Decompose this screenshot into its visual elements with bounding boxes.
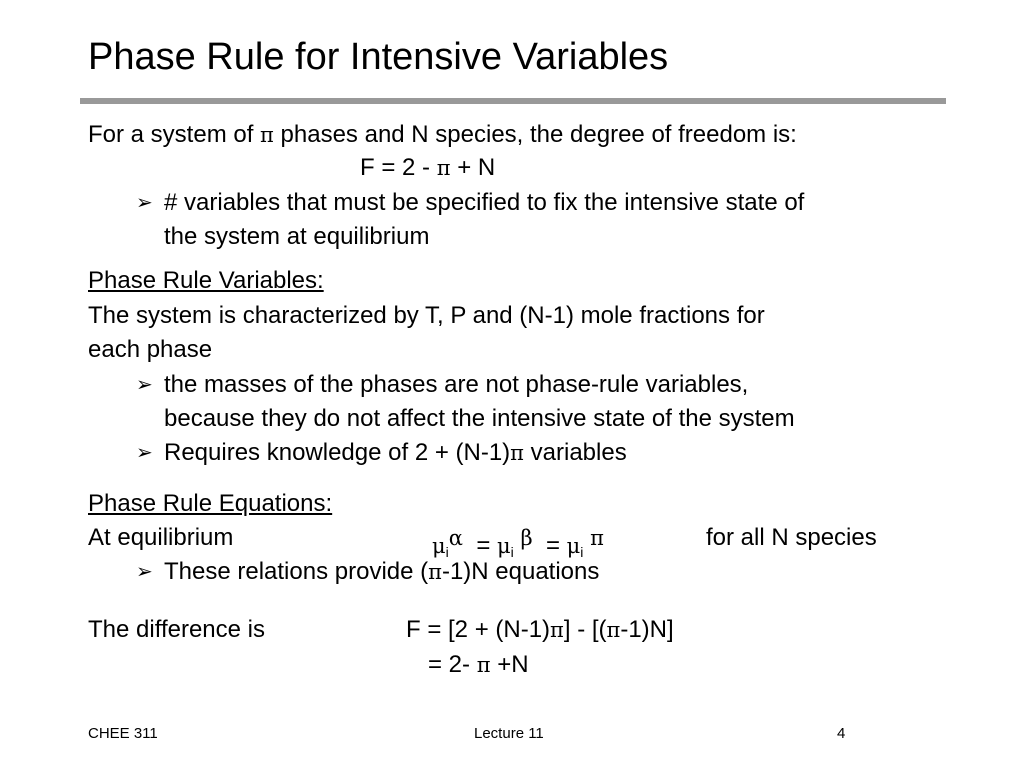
equals-sign: = bbox=[545, 532, 560, 559]
variables-line1: The system is characterized by T, P and (N-1) mole fractions for bbox=[88, 302, 765, 329]
pi-symbol: π bbox=[606, 618, 621, 642]
pi-symbol: π bbox=[550, 618, 564, 642]
equations-heading: Phase Rule Equations: bbox=[88, 490, 333, 517]
formula-text-a: F = 2 - bbox=[360, 154, 431, 181]
title-divider bbox=[80, 98, 946, 104]
superscript-beta: β bbox=[520, 526, 533, 550]
arrow-bullet-icon: ➢ bbox=[136, 192, 153, 214]
footer-course: CHEE 311 bbox=[88, 725, 158, 742]
pi-symbol: π bbox=[436, 156, 451, 180]
subscript-i: i bbox=[510, 544, 514, 560]
mu-symbol: μ bbox=[566, 534, 581, 558]
formula-text-b: + N bbox=[457, 154, 496, 181]
phase-rule-formula bbox=[360, 153, 495, 183]
arrow-bullet-icon: ➢ bbox=[136, 561, 153, 583]
variables-bullet2-text-b: variables bbox=[530, 439, 627, 466]
equals-sign: = bbox=[476, 532, 491, 559]
difference-line2 bbox=[428, 650, 529, 680]
equations-suffix: for all N species bbox=[706, 524, 877, 551]
pi-symbol: π bbox=[260, 123, 274, 147]
difference-text-c: -1)N] bbox=[620, 616, 674, 643]
footer-page-number: 4 bbox=[837, 725, 846, 742]
pi-symbol: π bbox=[510, 441, 524, 465]
difference-text-e: +N bbox=[497, 651, 529, 678]
equations-bullet-text-b: -1)N equations bbox=[441, 558, 600, 585]
variables-bullet2 bbox=[164, 438, 627, 468]
variables-bullet1-line1: the masses of the phases are not phase-rule variables, bbox=[164, 371, 749, 398]
pi-symbol: π bbox=[428, 560, 442, 584]
difference-label: The difference is bbox=[88, 616, 265, 643]
intro-bullet-line2: the system at equilibrium bbox=[164, 223, 430, 250]
equilibrium-label: At equilibrium bbox=[88, 524, 234, 551]
intro-line bbox=[88, 120, 797, 150]
variables-heading: Phase Rule Variables: bbox=[88, 267, 324, 294]
superscript-pi: π bbox=[590, 526, 604, 550]
subscript-i: i bbox=[445, 544, 449, 560]
slide-title: Phase Rule for Intensive Variables bbox=[88, 36, 669, 78]
variables-bullet1-line2: because they do not affect the intensive state of the system bbox=[164, 405, 795, 432]
variables-bullet2-text-a: Requires knowledge of 2 + (N-1) bbox=[164, 439, 511, 466]
intro-bullet-line1: # variables that must be specified to fix the intensive state of bbox=[164, 189, 805, 216]
intro-text-a: For a system of bbox=[88, 121, 254, 148]
arrow-bullet-icon: ➢ bbox=[136, 442, 153, 464]
variables-line2: each phase bbox=[88, 336, 213, 363]
superscript-alpha: α bbox=[448, 526, 463, 550]
pi-symbol: π bbox=[476, 653, 491, 677]
difference-text-d: = 2- bbox=[428, 651, 471, 678]
mu-symbol: μ bbox=[432, 534, 446, 558]
intro-text-b: phases and N species, the degree of freedom is: bbox=[280, 121, 797, 148]
subscript-i: i bbox=[580, 544, 584, 560]
difference-text-a: F = [2 + (N-1) bbox=[406, 616, 551, 643]
difference-text-b: ] - [( bbox=[563, 616, 607, 643]
equations-bullet bbox=[164, 557, 599, 587]
difference-line1 bbox=[406, 615, 674, 645]
mu-symbol: μ bbox=[497, 534, 511, 558]
equations-bullet-text-a: These relations provide ( bbox=[164, 558, 429, 585]
footer-lecture: Lecture 11 bbox=[474, 725, 544, 742]
arrow-bullet-icon: ➢ bbox=[136, 374, 153, 396]
